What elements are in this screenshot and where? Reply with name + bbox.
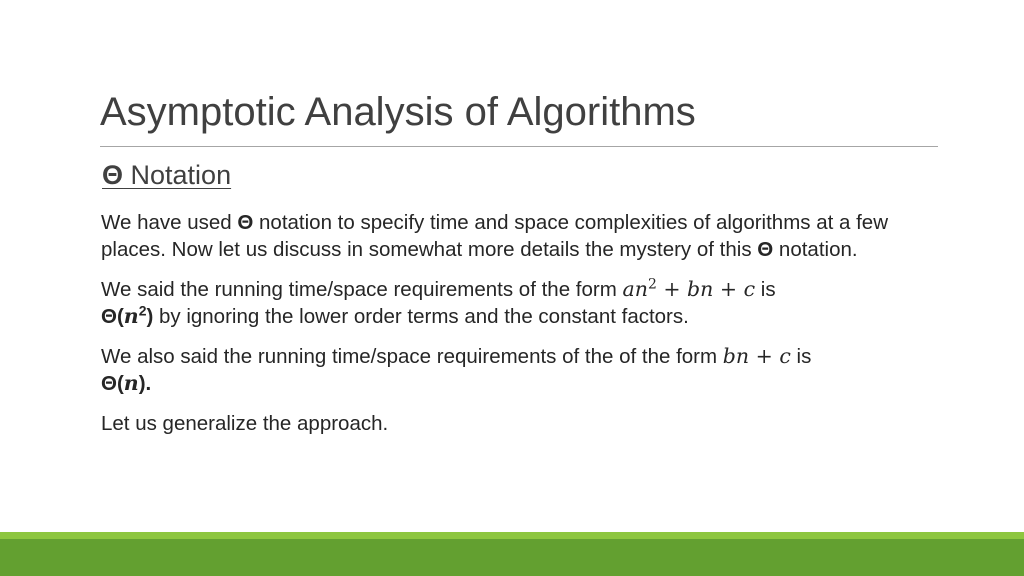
section-heading-text: Notation — [123, 160, 232, 190]
p3-theta-close: ). — [138, 372, 152, 395]
paragraph-4: Let us generalize the approach. — [101, 412, 389, 435]
p3-text-a: We also said the running time/space requirements of the of the form — [101, 345, 723, 368]
paragraph-2 — [101, 276, 941, 330]
p3-math-c: c — [779, 344, 791, 368]
p2-theta-expression — [101, 302, 154, 328]
p2-math-bn: bn — [687, 277, 714, 301]
p2-math-expression — [623, 277, 756, 301]
p3-math-plus: + — [749, 344, 780, 368]
p3-math-bn: bn — [722, 344, 750, 368]
slide-body — [101, 209, 941, 450]
p2-theta-n: n — [123, 304, 139, 328]
p3-text-b: is — [790, 345, 812, 368]
p1-text-c: notation. — [773, 238, 858, 261]
p1-text-b: notation to specify time and space complexities of algorithms at a few places. Now let us discuss in somewhat more details the mystery of this — [101, 211, 889, 261]
p1-theta: Θ — [237, 211, 254, 234]
p2-text-c: by ignoring the lower order terms and the constant factors. — [153, 305, 689, 328]
p2-math-plus: + — [656, 277, 688, 301]
p3-theta-expression — [101, 372, 151, 395]
section-heading-underlined — [102, 160, 231, 190]
section-heading — [102, 158, 231, 192]
p3-theta-open: Θ( — [101, 372, 124, 395]
p2-theta-close: ) — [146, 305, 154, 328]
title-divider — [100, 146, 938, 147]
p2-text-b: is — [755, 278, 776, 301]
p3-math-expression — [723, 344, 791, 368]
p2-text-a: We said the running time/space requirements of the form — [101, 278, 623, 301]
slide-title: Asymptotic Analysis of Algorithms — [100, 90, 696, 134]
p2-theta-open: Θ( — [101, 305, 124, 328]
paragraph-3 — [101, 343, 941, 397]
p2-theta-exp: 2 — [138, 302, 147, 319]
footer-bar — [0, 539, 1024, 576]
theta-symbol: Θ — [102, 160, 124, 190]
p2-math-exp: 2 — [647, 276, 657, 293]
p1-text-a: We have used — [101, 211, 238, 234]
p1-theta-2: Θ — [757, 238, 774, 261]
p2-math-c: c — [743, 277, 756, 301]
p3-theta-n: n — [123, 371, 139, 395]
p2-math-an: an — [622, 277, 648, 301]
footer-accent-stripe — [0, 532, 1024, 539]
p2-math-plus-2: + — [713, 277, 744, 301]
paragraph-1 — [101, 209, 941, 263]
